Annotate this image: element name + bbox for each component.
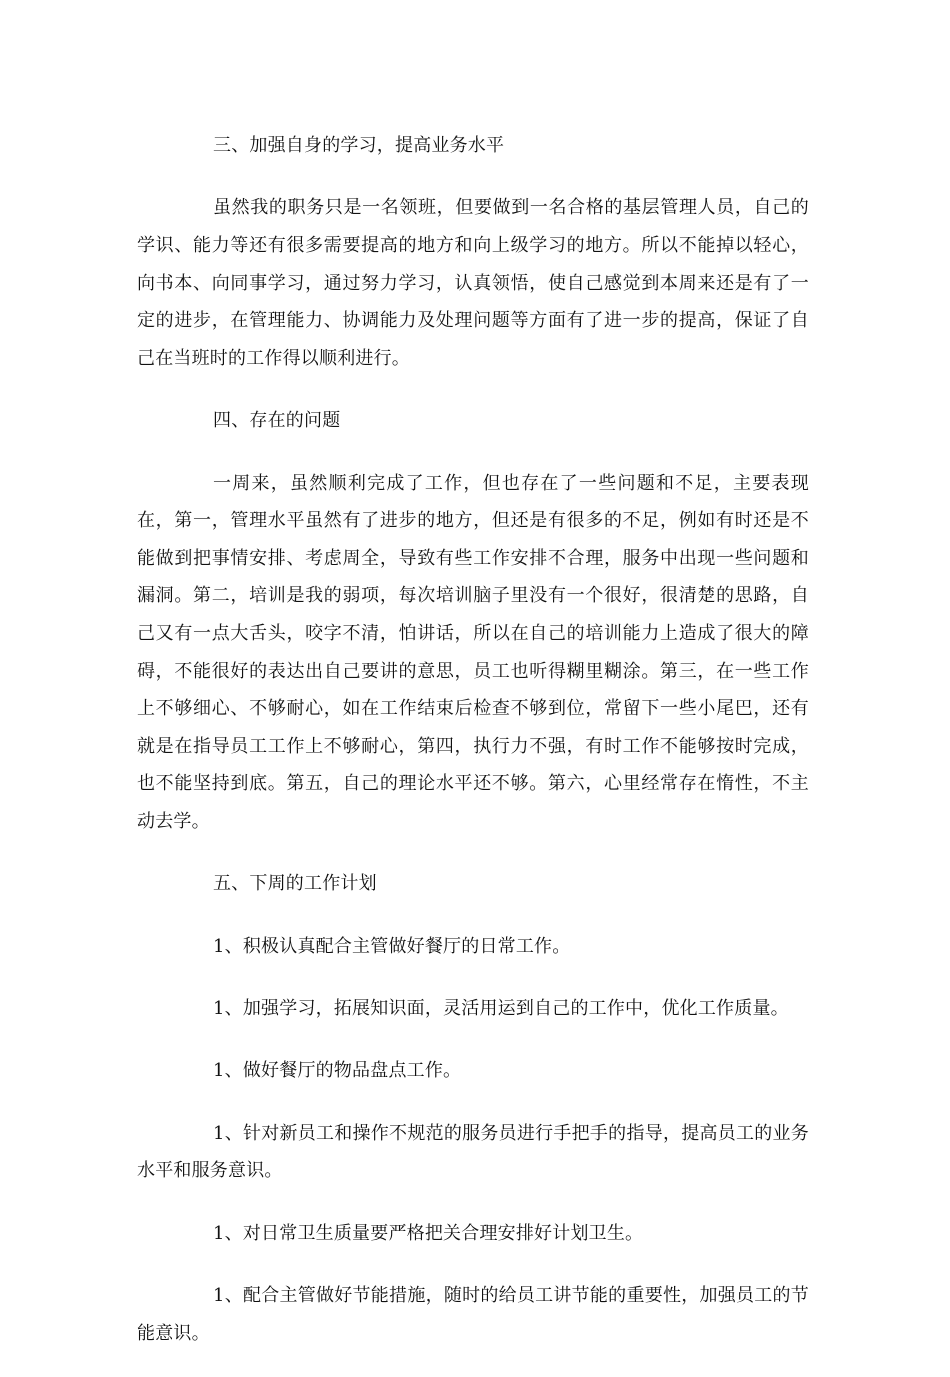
section-heading-3: 三、加强自身的学习，提高业务水平 (213, 135, 505, 156)
plan-item-1: 1、积极认真配合主管做好餐厅的日常工作。 (213, 935, 571, 957)
section-3-paragraph: 虽然我的职务只是一名领班，但要做到一名合格的基层管理人员，自己的学识、能力等还有很多需要提高的地方和向上级学习的地方。所以不能掉以轻心，向书本、向同事学习，通过努力学习，认真领悟，使自己感觉到本周来还是有了一定的进步，在管理能力、协调能力及处理问题等方面有了进一步的提高，保证了自己在当班时的工作得以顺利进行。 (137, 197, 809, 369)
plan-item-6: 1、配合主管做好节能措施，随时的给员工讲节能的重要性，加强员工的节能意识。 (137, 1285, 809, 1344)
plan-item-5: 1、对日常卫生质量要严格把关合理安排好计划卫生。 (213, 1222, 644, 1244)
plan-item-2: 1、加强学习，拓展知识面，灵活用运到自己的工作中，优化工作质量。 (213, 998, 789, 1020)
section-heading-4: 四、存在的问题 (213, 410, 341, 432)
plan-item-3: 1、做好餐厅的物品盘点工作。 (213, 1060, 462, 1082)
section-heading-5: 五、下周的工作计划 (213, 873, 377, 895)
section-4-paragraph: 一周来，虽然顺利完成了工作，但也存在了一些问题和不足，主要表现在，第一，管理水平虽然有了进步的地方，但还是有很多的不足，例如有时还是不能做到把事情安排、考虑周全，导致有些工作安排不合理，服务中出现一些问题和漏洞。第二，培训是我的弱项，每次培训脑子里没有一个很好，很清楚的思路，自己又有一点大舌头，咬字不清，怕讲话，所以在自己的培训能力上造成了很大的障碍，不能很好的表达出自己要讲的意思，员工也听得糊里糊涂。第三，在一些工作上不够细心、不够耐心，如在工作结束后检查不够到位，常留下一些小尾巴，还有就是在指导员工工作上不够耐心，第四，执行力不强，有时工作不能够按时完成，也不能坚持到底。第五，自己的理论水平还不够。第六，心里经常存在惰性，不主动去学。 (137, 472, 809, 832)
plan-item-4: 1、针对新员工和操作不规范的服务员进行手把手的指导，提高员工的业务水平和服务意识。 (137, 1122, 809, 1182)
document-page (137, 127, 809, 1377)
